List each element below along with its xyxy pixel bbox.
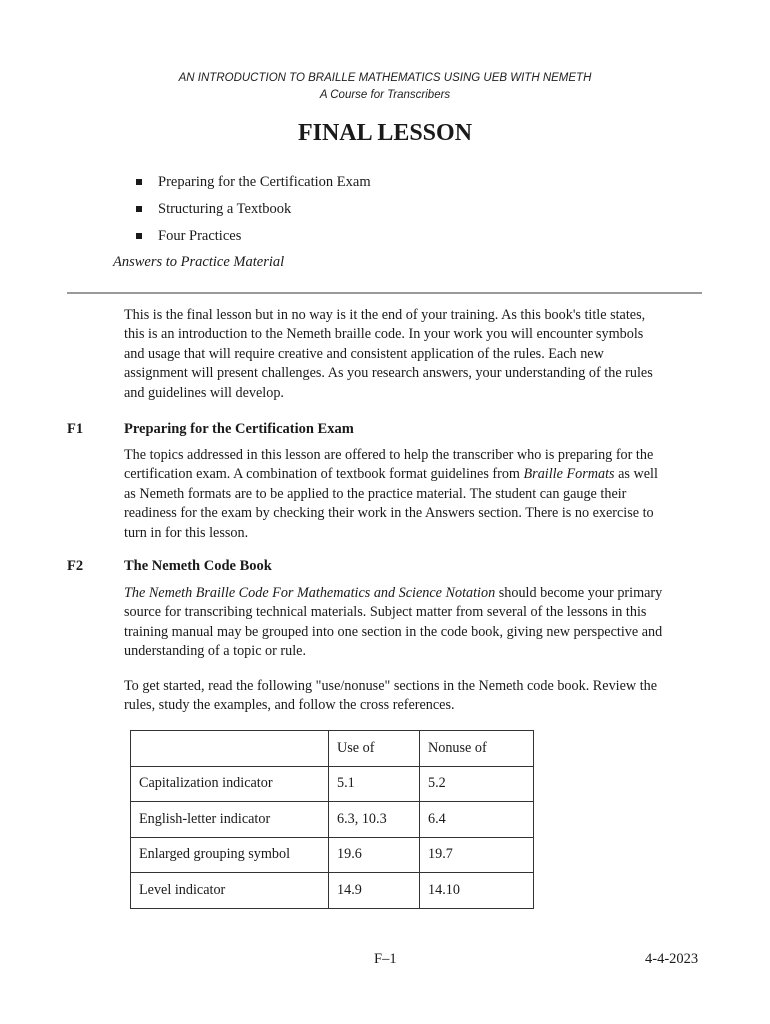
section-f1-paragraph bbox=[124, 446, 699, 543]
f2-line: understanding of a topic or rule. bbox=[124, 643, 307, 660]
square-bullet-icon bbox=[136, 233, 142, 239]
nemeth-code-book-title: The Nemeth Braille Code For Mathematics and Science Notation bbox=[124, 585, 496, 601]
table-cell: 19.6 bbox=[329, 837, 420, 873]
list-item bbox=[136, 199, 371, 226]
f1-line: as Nemeth formats are to be applied to the practice material. The student can gauge their bbox=[124, 485, 627, 502]
revision-date: 4-4-2023 bbox=[645, 951, 699, 967]
table-cell: Level indicator bbox=[131, 873, 329, 909]
table-header-row bbox=[131, 731, 534, 767]
table-cell: Capitalization indicator bbox=[131, 766, 329, 802]
f1-line: turn in for this lesson. bbox=[124, 524, 249, 541]
list-item-label: Structuring a Textbook bbox=[158, 201, 292, 217]
section-f1-heading: Preparing for the Certification Exam bbox=[124, 421, 354, 437]
section-f1-number: F1 bbox=[67, 421, 84, 437]
section-f2-paragraph bbox=[124, 584, 699, 662]
running-header-subtitle: A Course for Transcribers bbox=[319, 89, 451, 101]
table-cell: 5.1 bbox=[329, 766, 420, 802]
braille-formats-title: Braille Formats bbox=[523, 466, 615, 483]
intro-line: assignment will present challenges. As you research answers, your understanding of the rules bbox=[124, 365, 653, 382]
section-f2-number: F2 bbox=[67, 558, 84, 574]
f2-line: The Nemeth Braille Code For Mathematics and Science Notation should become your primary bbox=[124, 585, 663, 601]
table-cell: 5.2 bbox=[420, 766, 534, 802]
contents-list bbox=[136, 172, 371, 253]
f1-line: readiness for the exam by checking their work in the Answers section. There is no exercise to bbox=[124, 505, 654, 522]
running-header-title: AN INTRODUCTION TO BRAILLE MATHEMATICS USING UEB WITH NEMETH bbox=[178, 72, 592, 84]
section-f2-heading: The Nemeth Code Book bbox=[124, 558, 272, 574]
f1-line: certification exam. A combination of textbook format guidelines from Braille Formats as well bbox=[124, 466, 658, 483]
table-cell: 6.4 bbox=[420, 802, 534, 838]
list-item-label: Four Practices bbox=[158, 228, 242, 244]
square-bullet-icon bbox=[136, 206, 142, 212]
table-row bbox=[131, 766, 534, 802]
f2-line: rules, study the examples, and follow the cross references. bbox=[124, 697, 455, 714]
f2-line: training manual may be grouped into one section in the code book, giving new perspective and bbox=[124, 623, 663, 640]
page-number: F–1 bbox=[374, 951, 397, 967]
table-header-cell: Use of bbox=[329, 731, 420, 767]
f2-line: source for transcribing technical materials. Subject matter from several of the lessons in this bbox=[124, 604, 647, 621]
intro-line: This is the final lesson but in no way is it the end of your training. As this book's title states, bbox=[124, 307, 646, 323]
section-divider bbox=[67, 292, 702, 294]
table-cell: 6.3, 10.3 bbox=[329, 802, 420, 838]
square-bullet-icon bbox=[136, 179, 142, 185]
list-item bbox=[136, 172, 371, 199]
table-row bbox=[131, 802, 534, 838]
intro-line: and guidelines will develop. bbox=[124, 384, 284, 401]
list-item bbox=[136, 226, 371, 253]
table-header-cell bbox=[131, 731, 329, 767]
table-cell: Enlarged grouping symbol bbox=[131, 837, 329, 873]
intro-line: and usage that will require creative and consistent application of the rules. Each new bbox=[124, 345, 604, 362]
page-title: FINAL LESSON bbox=[297, 120, 473, 146]
intro-line: this is an introduction to the Nemeth braille code. In your work you will encounter symbols bbox=[124, 326, 644, 343]
f2-line: To get started, read the following "use/nonuse" sections in the Nemeth code book. Review the bbox=[124, 678, 658, 694]
answers-entry: Answers to Practice Material bbox=[113, 254, 285, 270]
section-f2-paragraph-2 bbox=[124, 677, 699, 716]
table-header-cell: Nonuse of bbox=[420, 731, 534, 767]
use-nonuse-table bbox=[130, 730, 534, 909]
table-cell: 14.10 bbox=[420, 873, 534, 909]
f1-line: The topics addressed in this lesson are offered to help the transcriber who is preparing for the bbox=[124, 447, 654, 463]
table-cell: 19.7 bbox=[420, 837, 534, 873]
table-cell: 14.9 bbox=[329, 873, 420, 909]
table-row bbox=[131, 873, 534, 909]
intro-paragraph bbox=[124, 306, 699, 403]
list-item-label: Preparing for the Certification Exam bbox=[158, 174, 371, 190]
table-row bbox=[131, 837, 534, 873]
table-cell: English-letter indicator bbox=[131, 802, 329, 838]
